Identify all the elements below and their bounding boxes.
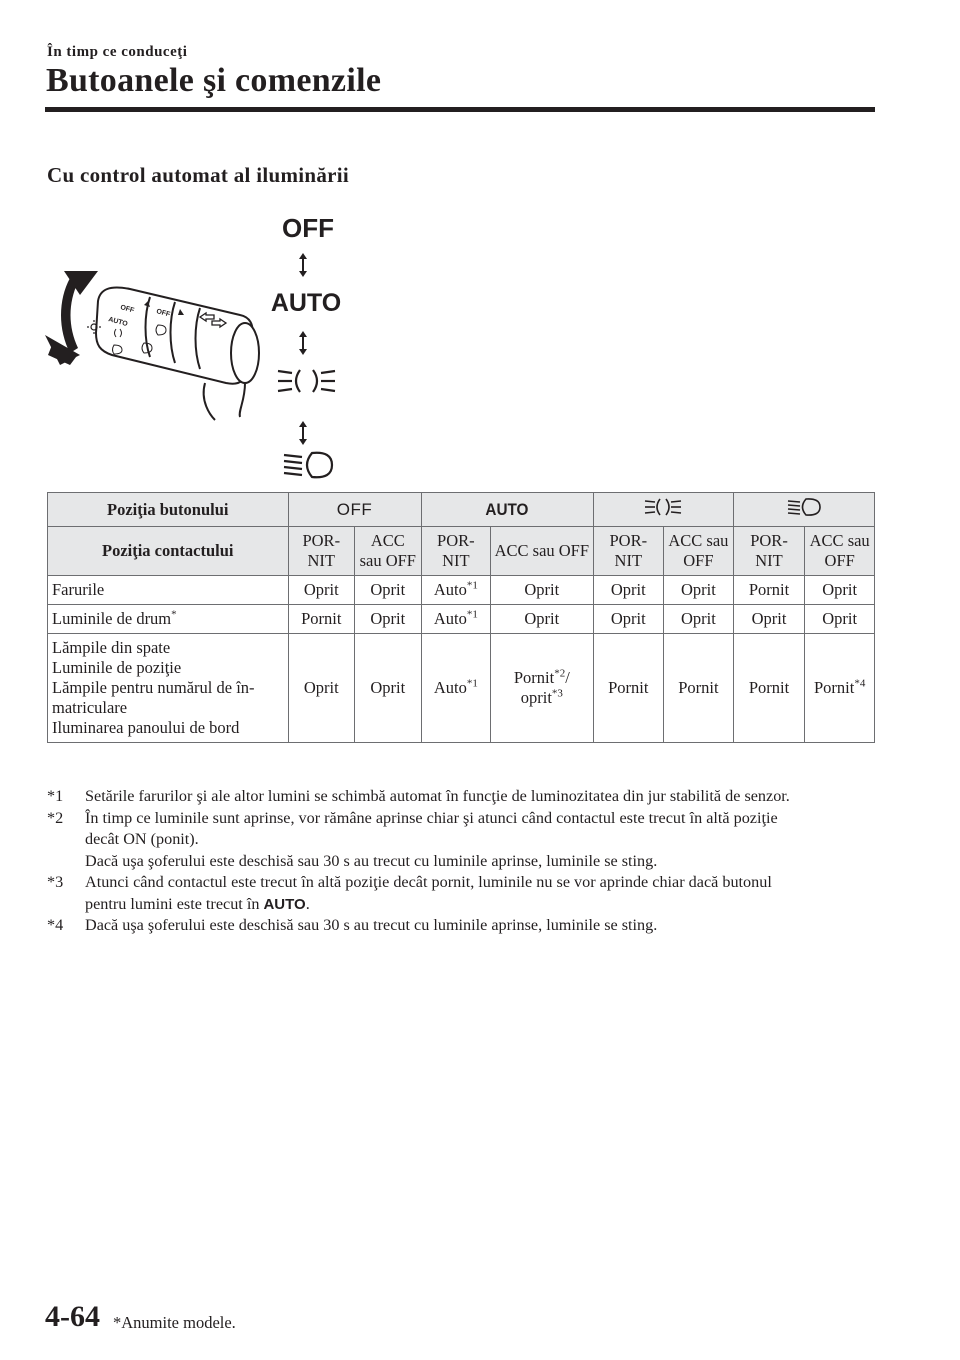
page-title: Butoanele şi comenzile — [46, 62, 382, 99]
stalk-auto-text: AUTO — [107, 316, 129, 329]
ignition-cell: POR-NIT — [593, 527, 664, 576]
rotation-arrow-icon — [45, 271, 98, 365]
table-cell: Pornit — [664, 634, 734, 743]
table-cell: Pornit — [593, 634, 664, 743]
note-item: *2 În timp ce luminile sunt aprinse, vor rămâne aprinse chiar şi atunci când contactul este trecut în altă poziţie decât ON (ponit). Dacă uşa şoferului este deschisă sau 30 s au trecut cu luminile aprinse, luminile se sting. — [47, 808, 778, 870]
light-switch-illustration — [40, 205, 370, 485]
stalk-off-text: OFF — [119, 304, 135, 315]
table-cell: Oprit — [491, 576, 593, 605]
table-cell: Pornit — [733, 576, 805, 605]
note-item: *1 Setările farurilor şi ale altor lumini se schimbă automat în funcţie de luminozitatea din jur stabilită de senzor. — [47, 787, 790, 805]
light-position-table — [47, 492, 875, 743]
chapter-label: În timp ce conduceţi — [47, 44, 188, 60]
parking-light-icon — [641, 497, 685, 517]
table-cell: Oprit — [288, 634, 355, 743]
page-number: 4-64 — [45, 1300, 100, 1333]
table-cell: Oprit — [491, 605, 593, 634]
table-row — [48, 605, 875, 634]
table-cell: Auto$^{*1}$ — [421, 634, 491, 743]
switch-position-off: OFF — [288, 493, 421, 527]
table-cell: Oprit — [355, 605, 422, 634]
header-divider — [45, 107, 875, 112]
table-cell: Oprit — [355, 576, 422, 605]
row-label: Luminile de drum* — [48, 605, 289, 634]
note-item: *4 Dacă uşa şoferului este deschisă sau 30 s au trecut cu luminile aprinse, luminile se sting. — [47, 916, 658, 934]
table-cell: Pornit — [288, 605, 355, 634]
switch-position-low-beam — [733, 493, 874, 527]
ignition-cell: ACC sau OFF — [491, 527, 593, 576]
arrow-up-down-icon — [299, 253, 307, 277]
auto-label: AUTO — [270, 289, 342, 317]
table-row — [48, 576, 875, 605]
section-title: Cu control automat al iluminării — [47, 163, 350, 187]
table-cell: Auto$^{*1}$ — [421, 576, 491, 605]
switch-position-parking — [593, 493, 733, 527]
note-item: *3 Atunci când contactul este trecut în altă poziţie decât pornit, luminile nu se vor aprinde chiar dacă butonul pentru lumini este trecut în AUTO. — [47, 873, 772, 913]
arrow-up-down-icon — [299, 421, 307, 445]
ignition-cell: ACC sau OFF — [355, 527, 422, 576]
ignition-position-row — [48, 527, 875, 576]
ignition-position-label: Poziţia contactului — [48, 527, 289, 576]
low-beam-icon — [784, 497, 824, 517]
table-cell: Oprit — [664, 576, 734, 605]
off-label: OFF — [282, 213, 334, 243]
table-cell: Oprit — [805, 576, 875, 605]
auto-symbol: AUTO — [263, 895, 306, 913]
table-cell: Oprit — [355, 634, 422, 743]
table-cell: Oprit — [664, 605, 734, 634]
arrow-up-down-icon — [299, 331, 307, 355]
footer-footnote: *Anumite modele. — [113, 1313, 236, 1332]
row-label: Farurile — [48, 576, 289, 605]
table-cell: Pornit$^{*4}$ — [805, 634, 875, 743]
table-cell: Oprit — [288, 576, 355, 605]
footnotes — [47, 786, 877, 937]
table-cell: Pornit — [733, 634, 805, 743]
switch-position-label: Poziţia butonului — [48, 493, 289, 527]
table-cell: Oprit — [805, 605, 875, 634]
ignition-cell: ACC sau OFF — [664, 527, 734, 576]
table-row — [48, 634, 875, 743]
ignition-cell: POR-NIT — [288, 527, 355, 576]
ignition-cell: POR-NIT — [421, 527, 491, 576]
parking-light-icon — [278, 370, 335, 392]
stalk-off-text: OFF — [155, 308, 171, 319]
low-beam-icon — [284, 453, 332, 478]
table-cell: Auto$^{*1}$ — [421, 605, 491, 634]
table-cell: Pornit$^{*2}$/ oprit$^{*3}$ — [491, 634, 593, 743]
ignition-cell: POR-NIT — [733, 527, 805, 576]
ignition-cell: ACC sau OFF — [805, 527, 875, 576]
switch-position-row — [48, 493, 875, 527]
table-cell: Oprit — [593, 576, 664, 605]
table-cell: Oprit — [593, 605, 664, 634]
switch-position-auto: AUTO — [421, 493, 593, 527]
row-label: Lămpile din spate Luminile de poziţie Lămpile pentru numărul de în- matriculare Iluminarea panoului de bord — [48, 634, 289, 743]
table-cell: Oprit — [733, 605, 805, 634]
